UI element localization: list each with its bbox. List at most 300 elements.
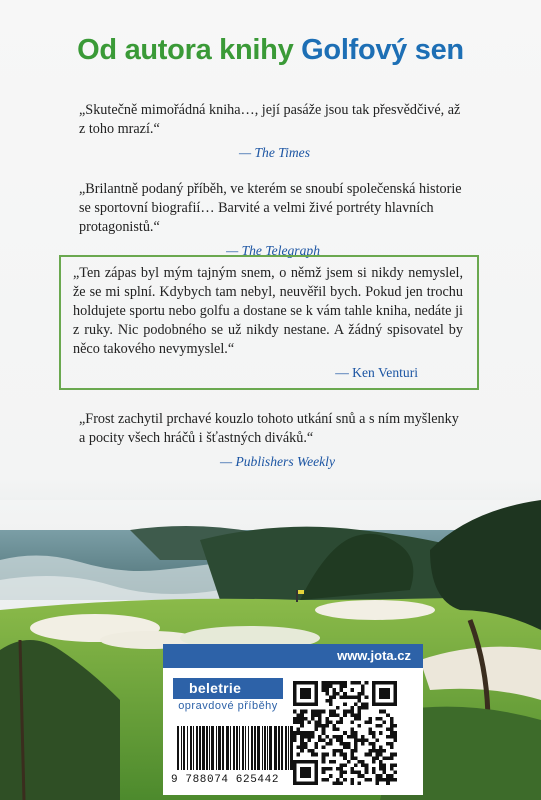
quote-text: „Skutečně mimořádná kniha…, její pasáže jsou tak přesvědčivé, až z toho mrazí.“ (79, 102, 461, 137)
qr-module (332, 749, 336, 753)
qr-module (361, 738, 365, 742)
qr-module (315, 771, 319, 775)
qr-module (332, 688, 336, 692)
qr-module (393, 685, 397, 689)
qr-module (340, 681, 344, 685)
qr-module (332, 710, 336, 714)
qr-module (372, 703, 376, 707)
qr-module (354, 681, 358, 685)
qr-module (358, 699, 362, 703)
qr-module (343, 710, 347, 714)
barcode-bar (233, 726, 235, 770)
qr-module (372, 767, 376, 771)
qr-module (329, 713, 333, 717)
qr-module (343, 746, 347, 750)
qr-module (386, 778, 390, 782)
qr-module (293, 717, 297, 721)
qr-module (372, 749, 376, 753)
qr-module (293, 763, 297, 767)
qr-module (375, 781, 379, 785)
qr-module (322, 738, 326, 742)
qr-module (307, 692, 311, 696)
barcode-bar (196, 726, 198, 770)
quote-times (79, 101, 465, 162)
qr-module (300, 710, 304, 714)
qr-module (297, 753, 301, 757)
qr-module (350, 706, 354, 710)
qr-module (325, 735, 329, 739)
qr-module (336, 720, 340, 724)
qr-module (293, 778, 297, 782)
qr-module (390, 774, 394, 778)
qr-module (379, 688, 383, 692)
qr-module (304, 742, 308, 746)
qr-module (375, 703, 379, 707)
qr-module (300, 717, 304, 721)
qr-module (379, 692, 383, 696)
qr-module (350, 695, 354, 699)
qr-module (293, 688, 297, 692)
qr-module (315, 781, 319, 785)
qr-module (322, 681, 326, 685)
qr-module (393, 731, 397, 735)
qr-module (311, 710, 315, 714)
barcode-bar (206, 726, 208, 770)
qr-module (315, 703, 319, 707)
qr-module (375, 738, 379, 742)
qr-module (315, 746, 319, 750)
qr-module (304, 767, 308, 771)
qr-module (293, 703, 297, 707)
qr-module (336, 735, 340, 739)
qr-module (315, 753, 319, 757)
qr-module (343, 713, 347, 717)
qr-module (322, 756, 326, 760)
qr-module (347, 735, 351, 739)
qr-module (318, 735, 322, 739)
qr-module (340, 763, 344, 767)
qr-module (368, 749, 372, 753)
qr-module (307, 703, 311, 707)
qr-module (322, 731, 326, 735)
barcode-bar (222, 726, 224, 770)
qr-module (365, 738, 369, 742)
qr-module (304, 771, 308, 775)
qr-module (372, 735, 376, 739)
qr-module (315, 728, 319, 732)
barcode-bar (245, 726, 246, 770)
qr-module (307, 735, 311, 739)
qr-module (372, 692, 376, 696)
publisher-url[interactable]: www.jota.cz (337, 648, 411, 663)
qr-module (315, 774, 319, 778)
qr-module (304, 681, 308, 685)
qr-module (304, 731, 308, 735)
qr-module (383, 767, 387, 771)
qr-module (343, 771, 347, 775)
qr-module (300, 735, 304, 739)
qr-module (386, 695, 390, 699)
qr-module (322, 767, 326, 771)
barcode-bar (202, 726, 205, 770)
qr-module (393, 763, 397, 767)
qr-module (322, 760, 326, 764)
qr-module (386, 781, 390, 785)
barcode-panel (163, 644, 423, 795)
barcode-bar (251, 726, 253, 770)
qr-module (365, 763, 369, 767)
qr-module (365, 778, 369, 782)
qr-module (347, 760, 351, 764)
cover-headline (0, 34, 541, 67)
qr-module (340, 767, 344, 771)
qr-module (297, 703, 301, 707)
qr-module (340, 738, 344, 742)
qr-module (336, 728, 340, 732)
qr-module (293, 695, 297, 699)
qr-module (386, 756, 390, 760)
qr-module (358, 724, 362, 728)
qr-module (354, 742, 358, 746)
qr-module (386, 742, 390, 746)
qr-module (336, 749, 340, 753)
qr-module (318, 720, 322, 724)
qr-module (361, 774, 365, 778)
barcode-bar (285, 726, 287, 770)
qr-module (297, 781, 301, 785)
qr-module (350, 728, 354, 732)
barcode-bar (278, 726, 280, 770)
qr-module (332, 728, 336, 732)
qr-module (329, 738, 333, 742)
qr-module (372, 688, 376, 692)
qr-module (390, 731, 394, 735)
barcode-bar (218, 726, 221, 770)
qr-module (372, 695, 376, 699)
barcode-bar (187, 726, 188, 770)
qr-module (383, 771, 387, 775)
qr-module (386, 681, 390, 685)
qr-module (390, 763, 394, 767)
qr-module (386, 703, 390, 707)
qr-module (325, 724, 329, 728)
quote-ken-venturi (73, 264, 463, 382)
qr-module (365, 703, 369, 707)
qr-module (325, 720, 329, 724)
qr-module (375, 774, 379, 778)
qr-module (329, 695, 333, 699)
qr-module (358, 710, 362, 714)
qr-module (350, 713, 354, 717)
qr-module (390, 717, 394, 721)
imprint-name: beletrie (189, 680, 242, 696)
barcode-bar (236, 726, 238, 770)
qr-module (300, 781, 304, 785)
qr-module (383, 695, 387, 699)
qr-module (375, 756, 379, 760)
qr-module (358, 738, 362, 742)
qr-module (293, 774, 297, 778)
barcode-bar (211, 726, 214, 770)
qr-module (336, 778, 340, 782)
qr-module (354, 703, 358, 707)
quote-publishers-weekly (79, 410, 465, 471)
qr-module (358, 713, 362, 717)
qr-module (329, 760, 333, 764)
qr-module (332, 695, 336, 699)
qr-module (307, 738, 311, 742)
qr-module (386, 774, 390, 778)
quote-text: „Frost zachytil prchavé kouzlo tohoto utkání snů a s ním myšlenky a pocity všech hráčů i šťastných diváků.“ (79, 411, 459, 446)
qr-module (350, 767, 354, 771)
qr-module (332, 692, 336, 696)
qr-module (354, 746, 358, 750)
qr-module (372, 685, 376, 689)
qr-module (361, 706, 365, 710)
qr-module (332, 735, 336, 739)
qr-module (347, 695, 351, 699)
qr-module (379, 717, 383, 721)
qr-module (375, 681, 379, 685)
qr-module (329, 774, 333, 778)
qr-module (386, 728, 390, 732)
qr-module (304, 735, 308, 739)
qr-module (375, 753, 379, 757)
qr-module (297, 728, 301, 732)
qr-module (329, 703, 333, 707)
qr-module (386, 688, 390, 692)
qr-module (354, 713, 358, 717)
barcode-bar (242, 726, 244, 770)
qr-module (315, 685, 319, 689)
qr-module (329, 710, 333, 714)
qr-module (293, 720, 297, 724)
qr-module (358, 681, 362, 685)
qr-module (311, 749, 315, 753)
qr-module (325, 692, 329, 696)
qr-module (343, 763, 347, 767)
qr-module (383, 763, 387, 767)
qr-module (325, 685, 329, 689)
qr-module (300, 760, 304, 764)
qr-module (300, 720, 304, 724)
qr-module (311, 760, 315, 764)
qr-module (350, 749, 354, 753)
qr-module (318, 710, 322, 714)
qr-module (343, 685, 347, 689)
qr-module (379, 749, 383, 753)
barcode-bar (190, 726, 192, 770)
qr-module (293, 735, 297, 739)
qr-module (293, 699, 297, 703)
barcode-bar (254, 726, 256, 770)
qr-module (322, 778, 326, 782)
qr-module (329, 767, 333, 771)
qr-module (325, 688, 329, 692)
qr-module (383, 756, 387, 760)
qr-module (354, 756, 358, 760)
qr-module (340, 774, 344, 778)
imprint-subtitle: opravdové příběhy (178, 700, 278, 712)
qr-module (300, 703, 304, 707)
barcode-bar (248, 726, 249, 770)
barcode-bar (209, 726, 210, 770)
qr-module (390, 735, 394, 739)
qr-module (332, 760, 336, 764)
qr-module (315, 720, 319, 724)
qr-module (354, 735, 358, 739)
qr-module (315, 724, 319, 728)
qr-module (336, 706, 340, 710)
qr-module (307, 767, 311, 771)
headline-part-1: Od autora knihy (77, 34, 302, 66)
qr-module (393, 778, 397, 782)
qr-module (293, 681, 297, 685)
qr-module (307, 688, 311, 692)
imprint-badge (173, 678, 283, 699)
qr-module (315, 713, 319, 717)
qr-module (354, 749, 358, 753)
qr-module (340, 749, 344, 753)
qr-module (340, 695, 344, 699)
qr-module (315, 688, 319, 692)
qr-code[interactable] (291, 681, 399, 785)
qr-module (332, 713, 336, 717)
qr-module (293, 710, 297, 714)
qr-module (383, 720, 387, 724)
barcode-bar (281, 726, 283, 770)
qr-module (332, 753, 336, 757)
qr-module (329, 699, 333, 703)
qr-module (386, 735, 390, 739)
qr-module (379, 778, 383, 782)
qr-module (340, 753, 344, 757)
barcode-bar (264, 726, 266, 770)
qr-module (325, 681, 329, 685)
qr-module (318, 713, 322, 717)
qr-module (383, 710, 387, 714)
qr-module (390, 724, 394, 728)
qr-module (315, 742, 319, 746)
qr-module (393, 753, 397, 757)
qr-module (343, 753, 347, 757)
qr-module (297, 720, 301, 724)
publisher-bar (163, 644, 423, 668)
qr-module (315, 692, 319, 696)
qr-module (393, 735, 397, 739)
qr-module (379, 681, 383, 685)
qr-module (311, 735, 315, 739)
qr-module (390, 681, 394, 685)
qr-module (300, 738, 304, 742)
qr-module (350, 781, 354, 785)
qr-module (361, 763, 365, 767)
qr-module (343, 731, 347, 735)
qr-module (293, 731, 297, 735)
qr-module (379, 703, 383, 707)
qr-module (393, 738, 397, 742)
qr-module (315, 763, 319, 767)
qr-module (361, 688, 365, 692)
qr-module (300, 724, 304, 728)
qr-module (375, 724, 379, 728)
qr-module (358, 706, 362, 710)
qr-module (322, 753, 326, 757)
qr-module (372, 681, 376, 685)
qr-module (372, 771, 376, 775)
qr-module (343, 756, 347, 760)
qr-module (297, 713, 301, 717)
qr-module (315, 778, 319, 782)
qr-module (304, 781, 308, 785)
qr-module (300, 774, 304, 778)
qr-module (393, 695, 397, 699)
qr-module (383, 692, 387, 696)
qr-module (383, 749, 387, 753)
qr-module (340, 720, 344, 724)
qr-module (340, 771, 344, 775)
qr-module (293, 771, 297, 775)
qr-module (307, 749, 311, 753)
qr-module (300, 771, 304, 775)
qr-module (322, 771, 326, 775)
quote-text: „Ten zápas byl mým tajným snem, o němž jsem si nikdy nemyslel, že se mi splní. Kdybych tam nebyl, neuvěřil bych. Pokud jen trochu holdujete sportu nebo golfu a dostane se k vám tahle kniha, nedáte ji z ruky. Nic podobného se už nikdy nestane. A žádný spisovatel by něco takového nevymyslel.“ (73, 265, 463, 357)
qr-module (368, 720, 372, 724)
qr-module (340, 781, 344, 785)
qr-module (304, 717, 308, 721)
qr-module (300, 713, 304, 717)
qr-module (354, 738, 358, 742)
qr-module (379, 731, 383, 735)
barcode-bar (181, 726, 182, 770)
qr-module (390, 767, 394, 771)
qr-module (375, 749, 379, 753)
qr-module (315, 710, 319, 714)
qr-module (354, 717, 358, 721)
qr-module (325, 778, 329, 782)
barcode-bar (267, 726, 268, 770)
qr-module (322, 746, 326, 750)
qr-module (350, 720, 354, 724)
qr-module (358, 717, 362, 721)
qr-module (365, 753, 369, 757)
qr-module (332, 724, 336, 728)
barcode-bar (183, 726, 185, 770)
qr-module (372, 760, 376, 764)
qr-module (315, 767, 319, 771)
qr-module (311, 713, 315, 717)
qr-module (315, 681, 319, 685)
qr-module (325, 742, 329, 746)
qr-module (393, 688, 397, 692)
qr-module (300, 695, 304, 699)
qr-module (315, 760, 319, 764)
qr-module (393, 699, 397, 703)
qr-module (379, 710, 383, 714)
imprint-logo (173, 678, 283, 716)
qr-module (350, 753, 354, 757)
qr-module (318, 738, 322, 742)
qr-module (315, 699, 319, 703)
qr-module (383, 688, 387, 692)
qr-module (368, 753, 372, 757)
qr-module (311, 681, 315, 685)
qr-module (390, 778, 394, 782)
qr-module (347, 746, 351, 750)
qr-module (393, 692, 397, 696)
qr-module (343, 778, 347, 782)
qr-module (304, 695, 308, 699)
